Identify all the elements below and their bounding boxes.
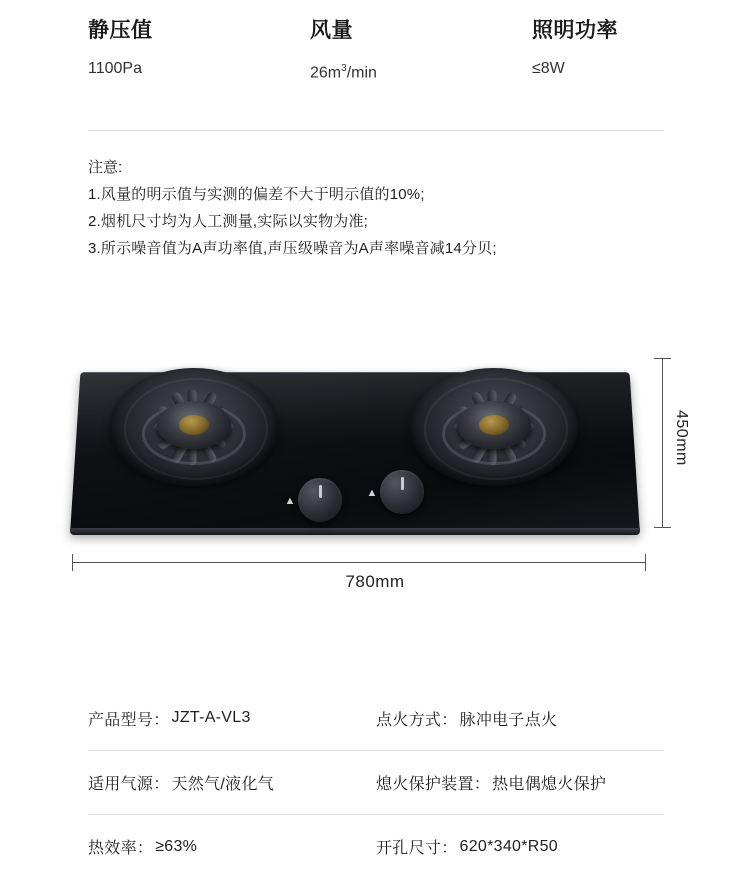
spec-air-volume-title: 风量: [310, 19, 353, 42]
spec-air-volume-value: [310, 58, 532, 84]
spec-lighting-power: [532, 16, 664, 84]
flame-icon-left: ▲: [284, 495, 296, 507]
param-flameout-protection: [376, 771, 664, 794]
note-line-3: 3.所示噪音值为A声功率值,声压级噪音为A声率噪音减14分贝;: [88, 240, 497, 257]
specs-row: [88, 16, 664, 84]
control-knob-right: [380, 470, 424, 514]
spec-lighting-power-title: 照明功率: [532, 19, 618, 42]
product-image: [0, 330, 750, 600]
param-model: [88, 707, 376, 730]
spec-air-volume-value-prefix: 26m: [310, 64, 342, 82]
param-thermal-efficiency-value: ≥63%: [155, 837, 198, 855]
burner-right: [410, 368, 578, 486]
note-line-1: 1.风量的明示值与实测的偏差不大于明示值的10%;: [88, 186, 425, 203]
table-row: [88, 686, 664, 750]
spec-static-pressure: [88, 16, 310, 84]
param-thermal-efficiency: [88, 835, 376, 858]
param-cutout-size-label: 开孔尺寸：: [376, 840, 458, 857]
table-row: [88, 814, 664, 878]
note-line-2: 2.烟机尺寸均为人工测量,实际以实物为准;: [88, 213, 369, 230]
control-knob-left: [298, 478, 342, 522]
cooktop-illustration: [70, 350, 640, 550]
spec-static-pressure-title: 静压值: [88, 19, 153, 42]
dimension-height-label: 450mm: [673, 410, 690, 466]
burner-right-grate: [410, 368, 578, 486]
burner-left: [110, 368, 278, 486]
param-gas-type-label: 适用气源：: [88, 776, 170, 793]
param-model-label: 产品型号：: [88, 711, 170, 729]
table-row: [88, 750, 664, 814]
param-ignition: [376, 707, 664, 730]
param-cutout-size: [376, 835, 664, 858]
burner-right-cap: [457, 401, 531, 449]
dimension-width-label: 780mm: [345, 572, 405, 591]
notes-title: 注意:: [88, 159, 123, 176]
spec-static-pressure-value: 1100Pa: [88, 60, 142, 77]
param-gas-type: [88, 771, 376, 794]
param-cutout-size-value: 620*340*R50: [459, 837, 559, 855]
param-model-value: JZT-A-VL3: [171, 709, 251, 726]
cooktop-front-edge: [70, 528, 640, 535]
burner-left-cap: [157, 401, 231, 449]
notes-block: [88, 155, 688, 262]
dimension-line-height: [662, 358, 663, 528]
param-thermal-efficiency-label: 热效率：: [88, 840, 154, 857]
dimension-line-width: [72, 562, 646, 563]
param-flameout-protection-label: 熄火保护装置：: [376, 776, 491, 793]
section-divider: [88, 130, 664, 131]
spec-lighting-power-value: ≤8W: [532, 60, 565, 77]
burner-left-grate: [110, 368, 278, 486]
param-ignition-value: 脉冲电子点火: [459, 711, 558, 729]
spec-air-volume-value-suffix: /min: [346, 64, 377, 82]
parameter-table: [88, 686, 664, 878]
param-flameout-protection-value: 热电偶熄火保护: [492, 776, 607, 793]
param-ignition-label: 点火方式：: [376, 711, 458, 729]
spec-air-volume-value-sup: 3: [341, 63, 347, 74]
param-gas-type-value: 天然气/液化气: [171, 776, 275, 793]
spec-air-volume: [310, 16, 532, 84]
flame-icon-right: ▲: [366, 487, 378, 499]
